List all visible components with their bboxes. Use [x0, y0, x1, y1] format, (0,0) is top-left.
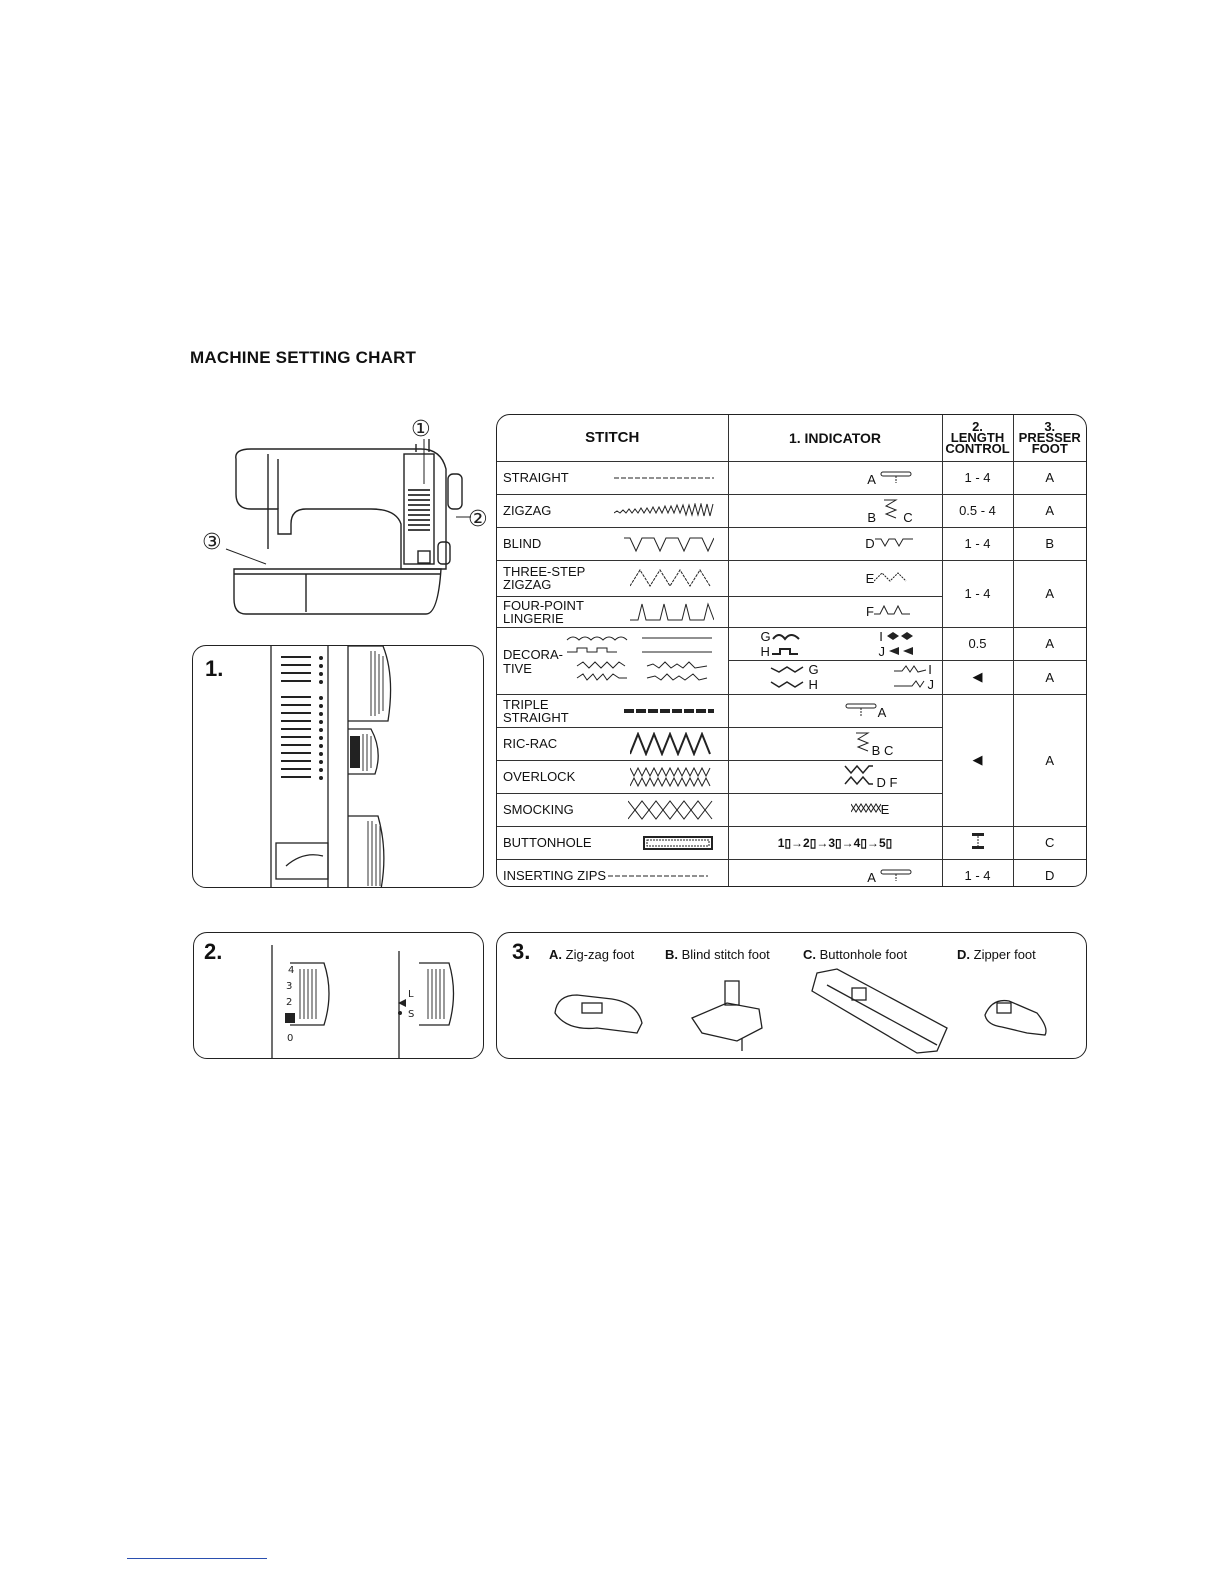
machine-setting-table	[496, 414, 1087, 887]
indicator-j-icon	[885, 646, 921, 656]
header-length-control: 2. LENGTH CONTROL	[942, 415, 1013, 461]
buttonhole-length-icon	[970, 831, 986, 851]
zigzag-stitch-icon	[614, 503, 714, 519]
indicator-overlock: D F	[728, 760, 942, 793]
indicator-zigzag: B C	[728, 494, 942, 527]
zipper-foot-icon	[985, 1001, 1046, 1035]
triple-straight-icon	[624, 706, 714, 716]
blind-stitch-foot-icon	[692, 1003, 762, 1041]
zips-stitch-icon	[608, 871, 708, 881]
indicator-overlock-icon	[843, 763, 877, 787]
dial-number-2: 2	[286, 997, 293, 1008]
panel-indicator-closeup	[192, 645, 484, 888]
foot-straight: A	[1013, 461, 1086, 494]
panel-3-number: 3.	[512, 939, 531, 964]
panel-length-dial	[193, 932, 484, 1059]
foot-label-d: D. Zipper foot	[957, 947, 1036, 962]
indicator-decorative-ghij: G I H J	[728, 627, 942, 661]
indicator-g-icon	[771, 631, 801, 641]
length-dial-drawing	[194, 933, 485, 1060]
indicator-panel-drawing	[193, 646, 484, 888]
buttonhole-icon	[642, 834, 714, 852]
decorative-stitches-icon	[557, 632, 717, 688]
foot-label-b: B. Blind stitch foot	[665, 947, 770, 962]
foot-group: A	[1013, 694, 1086, 826]
length-buttonhole	[942, 826, 1013, 859]
row-four-point-lingerie: FOUR-POINT LINGERIE	[497, 596, 728, 627]
row-smocking: SMOCKING	[497, 793, 728, 826]
indicator-j-lower-icon	[892, 679, 928, 689]
dial-letter-s: S	[408, 1009, 415, 1020]
indicator-zigzag-icon	[880, 496, 900, 522]
foot-zigzag: A	[1013, 494, 1086, 527]
foot-label-c: C. Buttonhole foot	[803, 947, 908, 962]
foot-decorative-1: A	[1013, 627, 1086, 661]
row-triple-straight: TRIPLE STRAIGHT	[497, 694, 728, 727]
indicator-straight: A	[728, 461, 942, 494]
callout-2: ②	[468, 507, 488, 532]
dial-letter-l: L	[408, 989, 414, 1000]
length-three-step-four-point: 1 - 4	[942, 560, 1013, 627]
foot-buttonhole: C	[1013, 826, 1086, 859]
callout-1: ①	[411, 417, 431, 442]
indicator-decorative-lower: G I H J	[728, 661, 942, 695]
indicator-zips-icon	[879, 866, 913, 882]
dial-number-0: 0	[287, 1033, 294, 1044]
indicator-smocking: E	[728, 793, 942, 826]
three-step-zigzag-icon	[630, 568, 714, 588]
bottom-divider	[127, 1558, 267, 1559]
length-zigzag: 0.5 - 4	[942, 494, 1013, 527]
foot-decorative-2: A	[1013, 661, 1086, 695]
length-decorative-1: 0.5	[942, 627, 1013, 661]
indicator-i-icon	[883, 631, 919, 641]
indicator-four-point-icon	[874, 604, 914, 616]
presser-feet-drawing	[497, 933, 1088, 1060]
indicator-ric-rac: B C	[728, 727, 942, 760]
length-blind: 1 - 4	[942, 527, 1013, 560]
dial-number-3: 3	[286, 981, 293, 992]
indicator-smocking-icon	[851, 802, 881, 814]
row-buttonhole: BUTTONHOLE	[497, 826, 728, 859]
indicator-marker-icon	[879, 468, 913, 484]
ric-rac-icon	[630, 732, 714, 756]
header-stitch: STITCH	[497, 415, 728, 461]
buttonhole-foot-icon	[812, 969, 947, 1053]
header-presser-foot: 3. PRESSER FOOT	[1013, 415, 1086, 461]
header-indicator: 1. INDICATOR	[728, 415, 942, 461]
panel-2-number: 2.	[204, 939, 223, 964]
indicator-zips: A	[728, 859, 942, 887]
dial-number-4: 4	[288, 965, 295, 976]
indicator-blind-icon	[875, 536, 915, 548]
straight-stitch-icon	[614, 473, 714, 483]
indicator-triple: A	[728, 694, 942, 727]
indicator-triple-icon	[844, 701, 878, 717]
indicator-h-lower-icon	[769, 679, 809, 689]
row-straight-stitch: STRAIGHT	[497, 461, 728, 494]
blind-stitch-icon	[624, 535, 714, 553]
panel-1-number: 1.	[205, 656, 224, 681]
indicator-ric-rac-icon	[852, 729, 872, 755]
length-group: ◀	[942, 694, 1013, 826]
row-decorative: DECORA- TIVE	[497, 627, 728, 694]
indicator-g-lower-icon	[769, 664, 809, 674]
row-zigzag-stitch: ZIGZAG	[497, 494, 728, 527]
indicator-h-icon	[770, 646, 800, 656]
row-three-step-zigzag: THREE-STEP ZIGZAG	[497, 560, 728, 596]
row-inserting-zips: INSERTING ZIPS	[497, 859, 728, 887]
callout-3: ③	[202, 530, 222, 555]
row-blind-stitch: BLIND	[497, 527, 728, 560]
sewing-machine-illustration	[196, 414, 496, 629]
foot-label-a: A. Zig-zag foot	[549, 947, 635, 962]
panel-presser-feet	[496, 932, 1087, 1059]
length-straight: 1 - 4	[942, 461, 1013, 494]
four-point-lingerie-icon	[630, 602, 714, 622]
row-ric-rac: RIC-RAC	[497, 727, 728, 760]
foot-zips: D	[1013, 859, 1086, 887]
indicator-buttonhole-steps: 1▯→2▯→3▯→4▯→5▯	[728, 826, 942, 859]
indicator-three-step: E	[728, 560, 942, 596]
smocking-icon	[628, 799, 714, 821]
foot-blind: B	[1013, 527, 1086, 560]
indicator-i-lower-icon	[892, 664, 928, 674]
length-decorative-2: ◀	[942, 661, 1013, 695]
indicator-three-step-icon	[874, 571, 914, 583]
length-zips: 1 - 4	[942, 859, 1013, 887]
overlock-icon	[630, 766, 714, 788]
zigzag-foot-icon	[555, 995, 642, 1033]
row-overlock: OVERLOCK	[497, 760, 728, 793]
indicator-four-point: F	[728, 596, 942, 627]
page-title: MACHINE SETTING CHART	[190, 348, 417, 367]
indicator-blind: D	[728, 527, 942, 560]
foot-three-step-four-point: A	[1013, 560, 1086, 627]
